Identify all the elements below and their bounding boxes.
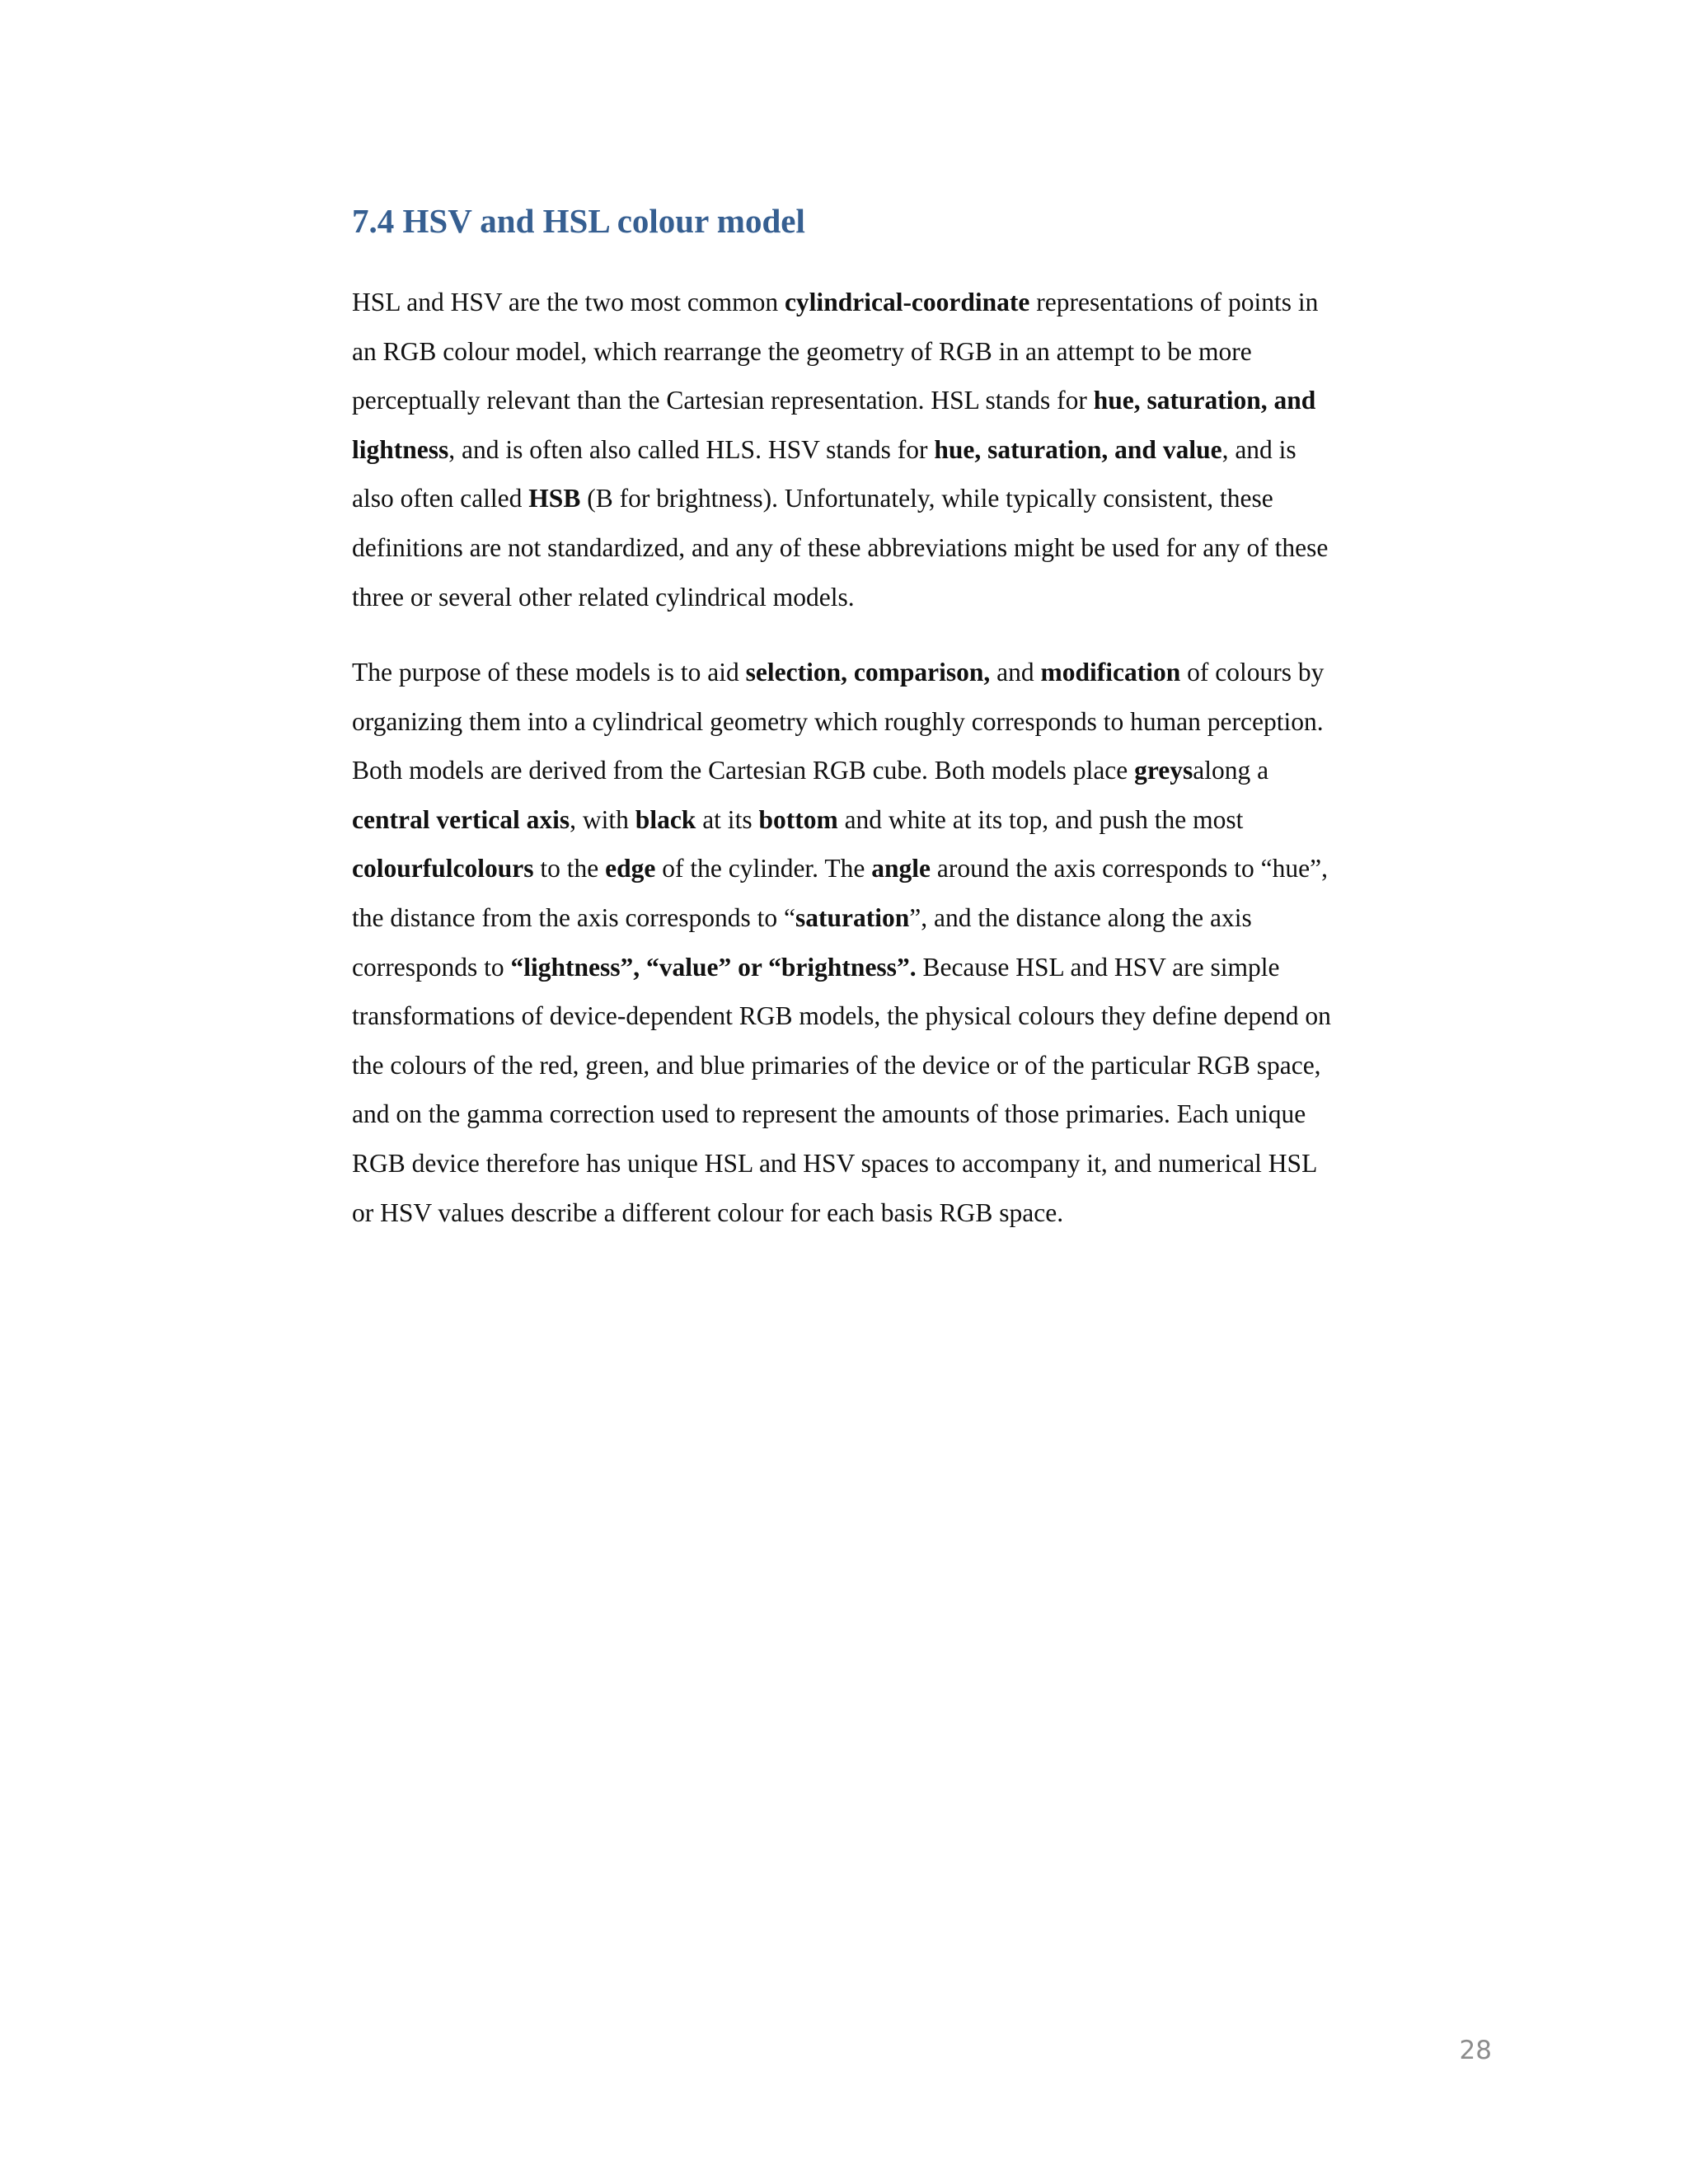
- section-heading: 7.4 HSV and HSL colour model: [352, 202, 805, 240]
- text-run: The purpose of these models is to aid: [352, 658, 746, 687]
- text-line: [352, 523, 1432, 573]
- bold-text-run: hue, saturation, and value: [934, 434, 1222, 464]
- page-number: 28: [1459, 2036, 1492, 2065]
- text-run: also often called: [352, 484, 529, 513]
- text-line: [352, 697, 1432, 747]
- bold-text-run: hue, saturation, and: [1093, 386, 1316, 415]
- text-line: [352, 795, 1432, 845]
- text-run: definitions are not standardized, and any of these abbreviations might be used for any of these: [352, 532, 1329, 562]
- bold-text-run: modification: [1040, 658, 1181, 687]
- text-run: around the axis corresponds to “hue”,: [930, 854, 1328, 883]
- text-line: [352, 376, 1432, 425]
- bold-text-run: central vertical axis: [352, 804, 570, 834]
- text-run: along a: [1193, 756, 1269, 785]
- text-run: RGB device therefore has unique HSL and HSV spaces to accompany it, and numerical HSL: [352, 1148, 1318, 1178]
- text-run: Because HSL and HSV are simple: [916, 952, 1280, 982]
- text-run: to the: [533, 854, 606, 883]
- text-run: at its: [696, 804, 759, 834]
- text-line: [352, 425, 1432, 475]
- text-line: [352, 943, 1432, 992]
- text-run: representations of points in: [1029, 288, 1319, 316]
- text-run: of the cylinder. The: [655, 854, 872, 883]
- text-run: and on the gamma correction used to represent the amounts of those primaries. Each unique: [352, 1099, 1306, 1129]
- text-line: [352, 893, 1432, 943]
- text-run: Both models are derived from the Cartesian RGB cube. Both models place: [352, 756, 1135, 785]
- text-line: [352, 1090, 1432, 1139]
- text-run: an RGB colour model, which rearrange the geometry of RGB in an attempt to be more: [352, 336, 1252, 366]
- text-run: ”, and the distance along the axis: [909, 902, 1252, 932]
- body-paragraph-1: [352, 278, 1432, 621]
- text-run: or HSV values describe a different colour for each basis RGB space.: [352, 1197, 1064, 1227]
- text-run: of colours by: [1180, 658, 1325, 687]
- text-line: [352, 1139, 1432, 1188]
- text-run: (B for brightness). Unfortunately, while typically consistent, these: [580, 484, 1273, 513]
- text-line: [352, 278, 1432, 327]
- text-run: , and is often also called HLS. HSV stands for: [448, 434, 935, 464]
- bold-text-run: lightness: [352, 434, 449, 464]
- text-run: three or several other related cylindrical models.: [352, 582, 855, 612]
- bold-text-run: angle: [871, 854, 931, 883]
- text-line: [352, 746, 1432, 795]
- text-run: corresponds to: [352, 952, 511, 982]
- text-run: , and is: [1221, 434, 1296, 464]
- body-paragraph-2: [352, 648, 1432, 1237]
- bold-text-run: greys: [1134, 756, 1193, 785]
- text-line: [352, 573, 1432, 622]
- text-run: and white at its top, and push the most: [837, 804, 1244, 834]
- text-line: [352, 474, 1432, 523]
- bold-text-run: selection, comparison,: [745, 658, 991, 687]
- text-line: [352, 1188, 1432, 1238]
- bold-text-run: HSB: [528, 484, 581, 513]
- text-run: the distance from the axis corresponds to “: [352, 902, 795, 932]
- text-line: [352, 991, 1432, 1041]
- bold-text-run: saturation: [795, 902, 910, 932]
- text-run: and: [990, 658, 1041, 687]
- text-line: [352, 1041, 1432, 1090]
- text-run: , with: [570, 804, 635, 834]
- bold-text-run: colourfulcolours: [352, 854, 534, 883]
- text-run: organizing them into a cylindrical geometry which roughly corresponds to human perception.: [352, 706, 1324, 736]
- text-line: [352, 327, 1432, 377]
- bold-text-run: black: [635, 804, 696, 834]
- text-run: HSL and HSV are the two most common: [352, 288, 785, 316]
- text-line: [352, 648, 1432, 697]
- text-run: perceptually relevant than the Cartesian representation. HSL stands for: [352, 386, 1094, 415]
- bold-text-run: cylindrical-coordinate: [784, 288, 1030, 316]
- text-line: [352, 844, 1432, 893]
- bold-text-run: “lightness”, “value” or “brightness”.: [510, 952, 917, 982]
- bold-text-run: bottom: [758, 804, 838, 834]
- text-run: the colours of the red, green, and blue primaries of the device or of the particular RGB space,: [352, 1050, 1321, 1080]
- text-run: transformations of device-dependent RGB models, the physical colours they define depend on: [352, 1001, 1331, 1031]
- bold-text-run: edge: [605, 854, 656, 883]
